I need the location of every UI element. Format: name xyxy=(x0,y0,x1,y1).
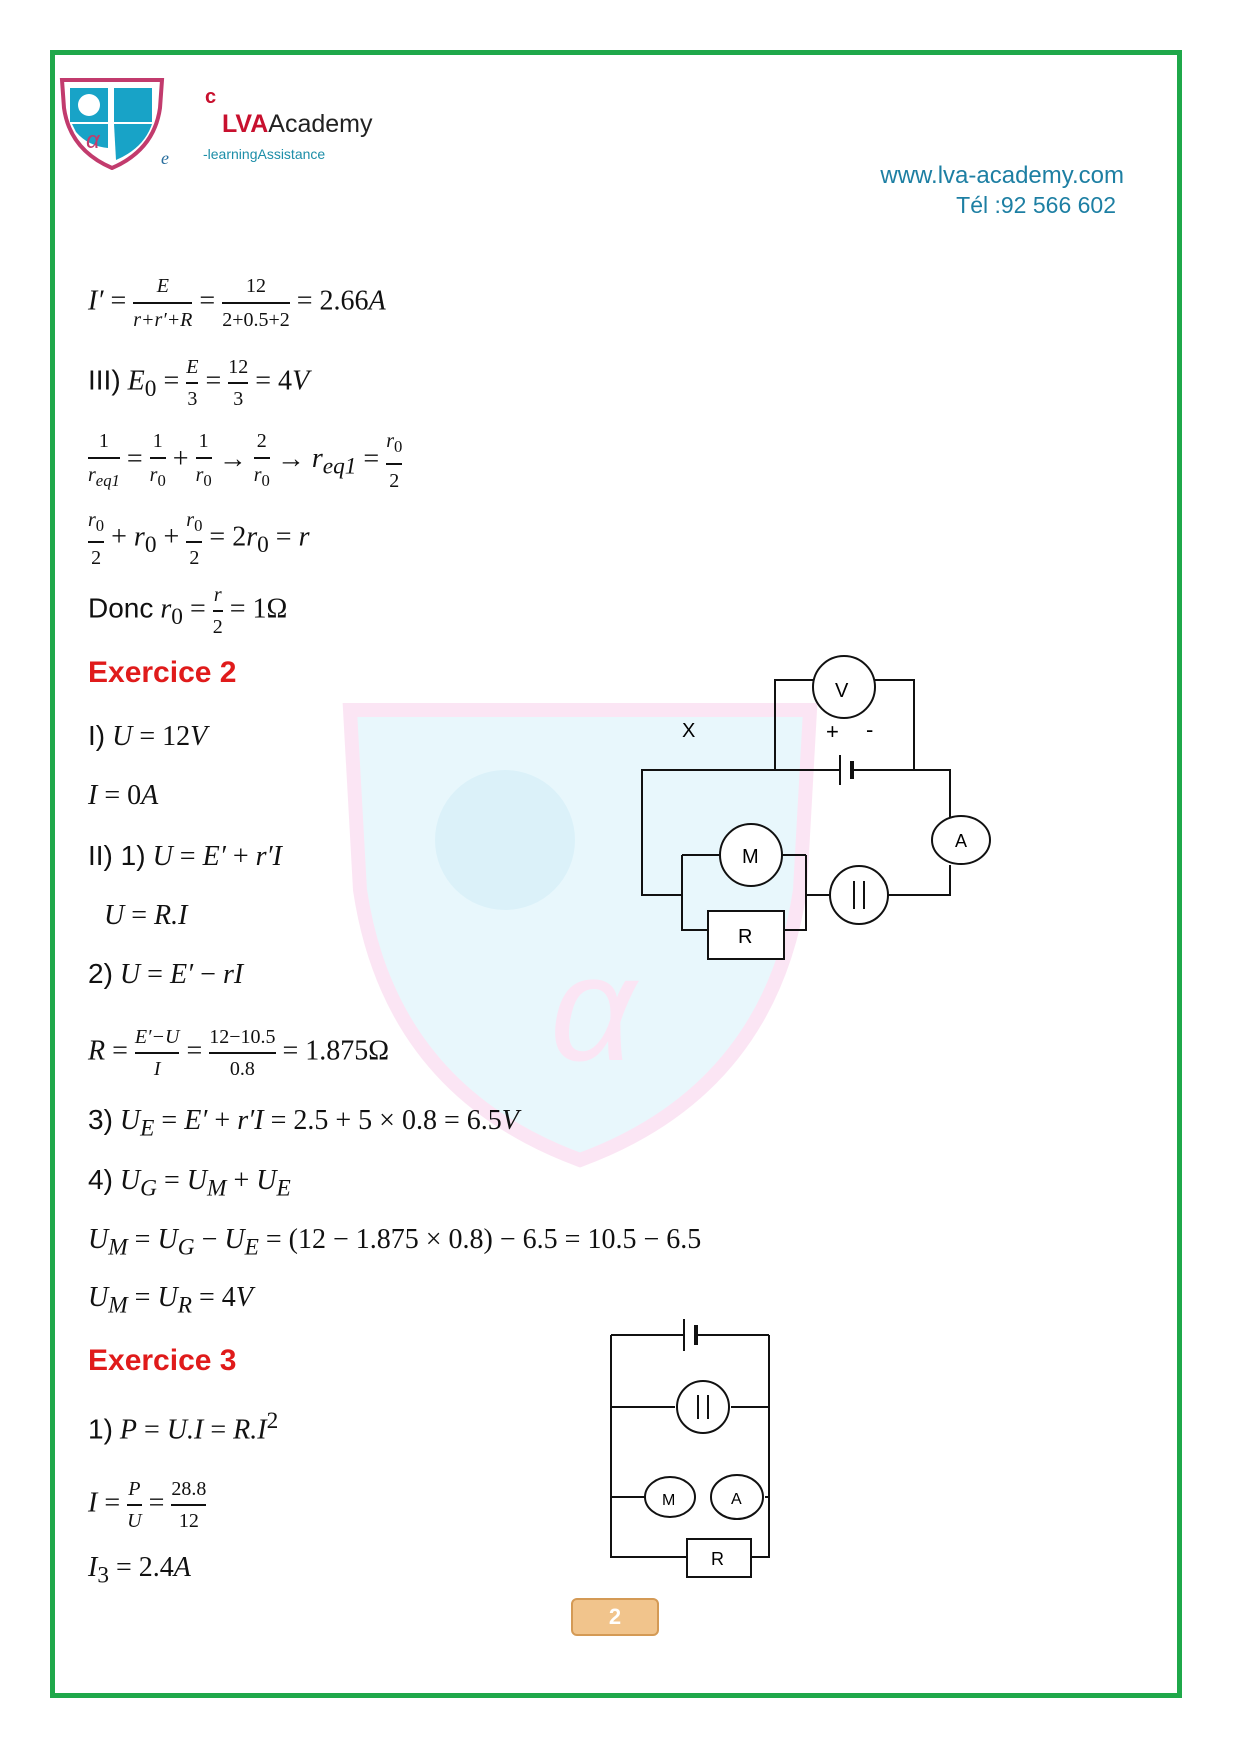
exercise-2-heading: Exercice 2 xyxy=(88,656,237,689)
ex2-line-2: I = 0A xyxy=(88,780,159,811)
ex2-line-1: I) U = 12V xyxy=(88,720,208,752)
c1-minus-label: - xyxy=(866,717,874,742)
brand-e: e xyxy=(161,148,169,168)
lva-logo-icon xyxy=(58,78,166,170)
brand-name xyxy=(222,110,373,139)
formula-line-4: $r_0$ $2 + r_0$ + $r_0$ $2 = 2r_0 = r$ xyxy=(88,505,310,573)
ex3-line-3: $I_3 = 2.4A$ xyxy=(88,1552,191,1589)
c1-r-label: R xyxy=(738,926,753,948)
formula-line-2: III) $E_0$ = $\frac{E}{3}$ = $\frac{12}{3} = 4V$ xyxy=(88,352,309,414)
svg-text:α: α xyxy=(86,127,100,154)
c2-m-label: M xyxy=(662,1492,676,1509)
ex3-line-1: 1) $P = U.I = R.I^2$ xyxy=(88,1408,279,1446)
electrolyzer-icon xyxy=(830,866,888,924)
website-link[interactable]: www.lva-academy.com xyxy=(880,162,1124,189)
circuit-diagram-2 xyxy=(605,1305,775,1595)
ex2-line-8: 4) $U_G = U_M + U_E$ xyxy=(88,1164,291,1202)
ex2-line-3: II) 1) U = E′ + r′I xyxy=(88,840,282,872)
circuit-diagram-1 xyxy=(630,655,1000,975)
formula-line-5: Donc $r_0$ = $\frac{r}{2} = 1\Omega$ xyxy=(88,580,287,642)
c1-v-label: V xyxy=(835,680,849,702)
phone-number: Tél :92 566 602 xyxy=(956,192,1116,218)
exercise-3-heading: Exercice 3 xyxy=(88,1344,237,1377)
brand-lva: LVA xyxy=(222,110,269,138)
c1-a-label: A xyxy=(955,831,968,851)
ex3-line-2: I = $\frac{P}{U}$ = 28.8 12 xyxy=(88,1474,206,1536)
ex2-line-5: 2) U = E′ − rI xyxy=(88,958,244,990)
c1-m-label: M xyxy=(742,846,759,868)
ex2-line-4: U = R.I xyxy=(104,900,188,931)
page-number-badge: 2 xyxy=(571,1598,659,1636)
ex2-line-10: $U_M = U_R = 4V$ xyxy=(88,1282,253,1319)
brand-academy: Academy xyxy=(268,110,373,138)
brand-tagline: -learningAssistance xyxy=(203,146,326,162)
c1-plus-label: + xyxy=(826,719,839,744)
ex2-line-9: $U_M = U_G - U_E = (12 - 1.875 \times 0.8) - 6.5 = 10.5 - 6.5$ xyxy=(88,1224,702,1261)
brand-c: c xyxy=(205,86,217,108)
c2-a-label: A xyxy=(731,1491,742,1508)
svg-text:α: α xyxy=(550,924,636,1092)
c2-electrolyzer-icon xyxy=(677,1381,729,1433)
ex2-line-7: 3) $U_E = E' + r'I = 2.5 + 5 \times 0.8 = 6.5V$ xyxy=(88,1104,519,1142)
c2-r-label: R xyxy=(711,1549,724,1569)
ex2-line-6: R = $\frac{E'-U}{I}$ = 12−10.5 0.8 = 1.875Ω xyxy=(88,1022,389,1084)
formula-line-1: I′ = $\frac{E}{r+r'+R}$ = $\frac{12}{2+0.5+2} = 2.66A$ xyxy=(88,270,386,336)
formula-line-3: 1 $r_{eq1}$ = 1 $r_0$ + 1 $r_0$ → 2 $r_0 \to r_{eq1}$ = $r_0$ 2 xyxy=(88,425,402,497)
c1-x-label: X xyxy=(682,720,696,742)
